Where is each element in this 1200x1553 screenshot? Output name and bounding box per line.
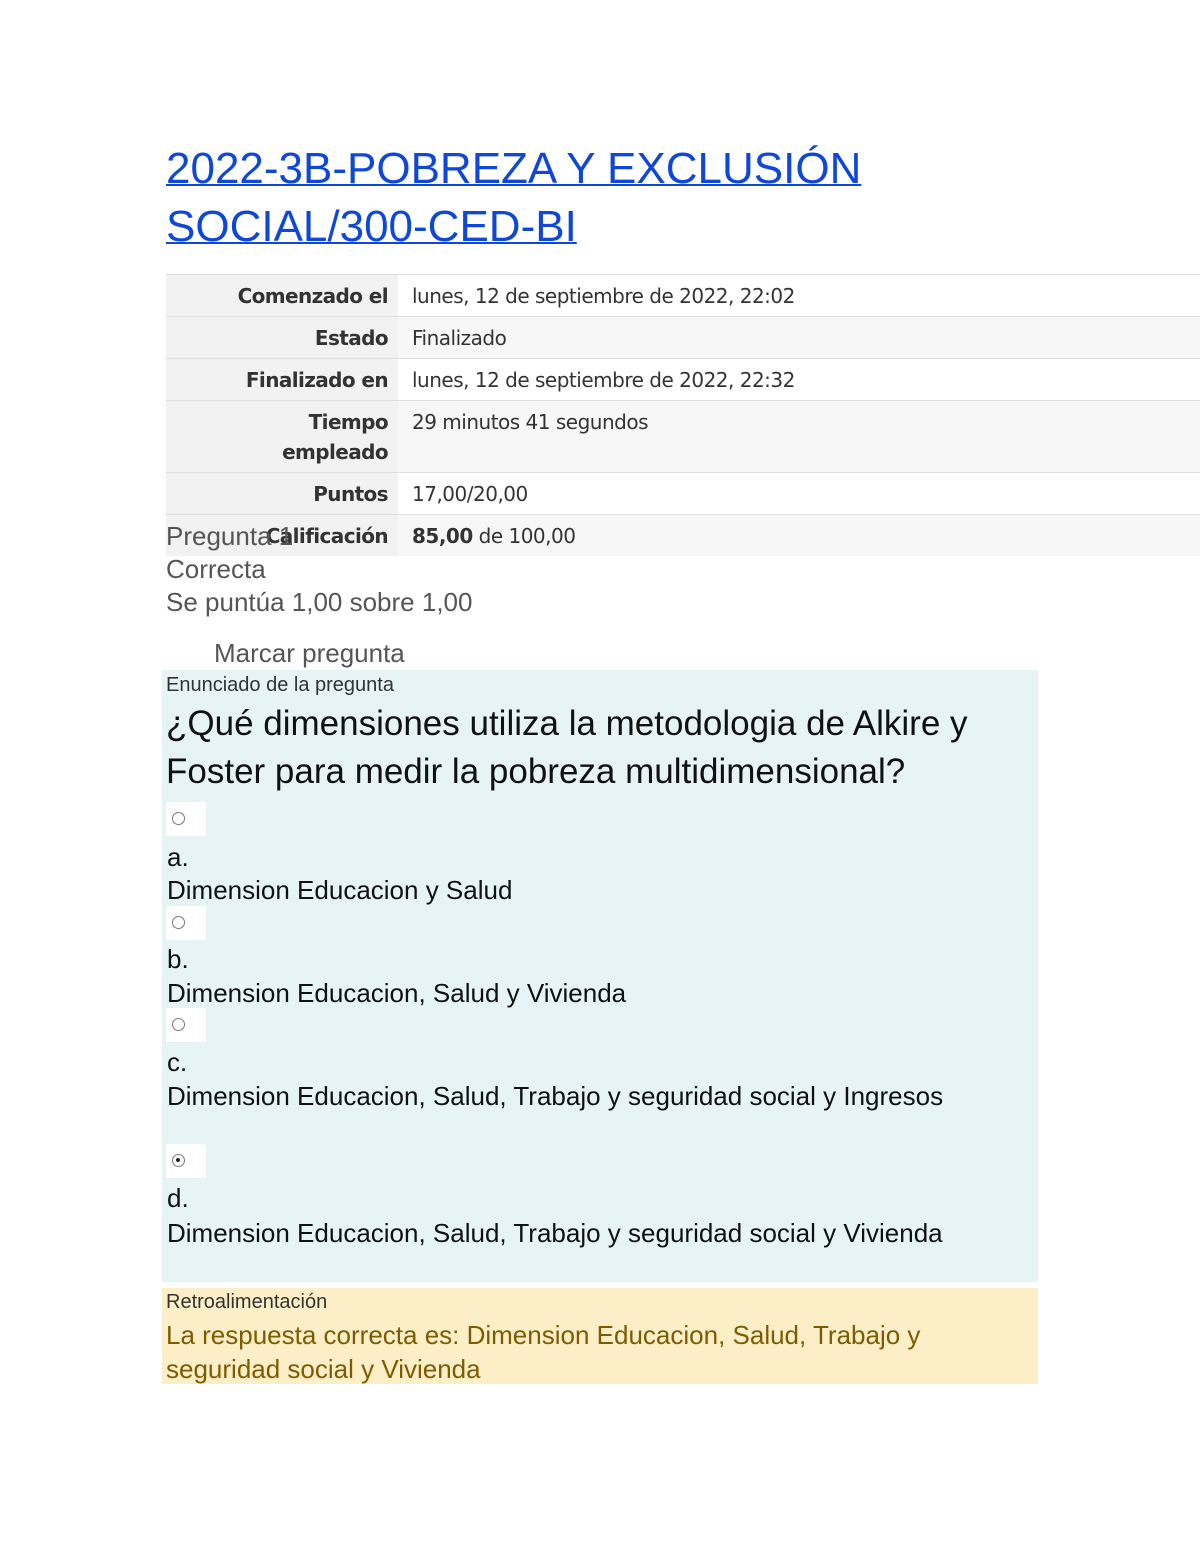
summary-row-time-taken (166, 401, 1200, 473)
option-d-text[interactable]: Dimension Educacion, Salud, Trabajo y seguridad social y Vivienda (167, 1218, 943, 1248)
option-a-text[interactable]: Dimension Educacion y Salud (167, 875, 513, 905)
option-b-text[interactable]: Dimension Educacion, Salud y Vivienda (167, 978, 627, 1008)
summary-value: 17,00/20,00 (412, 482, 528, 506)
option-c-text[interactable]: Dimension Educacion, Salud, Trabajo y seguridad social y Ingresos (167, 1081, 944, 1111)
option-b-letter: b. (167, 944, 189, 974)
radio-icon (172, 916, 185, 929)
attempt-summary-table (166, 274, 1200, 556)
option-b-radio[interactable] (166, 906, 206, 940)
grade-value: 85,00 (412, 524, 473, 548)
summary-row-points (166, 473, 1200, 515)
option-c-radio[interactable] (166, 1008, 206, 1042)
course-title-link[interactable]: 2022-3B-POBREZA Y EXCLUSIÓN SOCIAL/300-CED-BI (166, 144, 862, 251)
summary-label: Tiempo empleado (166, 401, 398, 473)
summary-value: lunes, 12 de septiembre de 2022, 22:32 (412, 368, 795, 392)
summary-label: Finalizado en (166, 359, 398, 401)
question-state: Correcta (166, 554, 266, 584)
radio-checked-icon (172, 1154, 185, 1167)
feedback-box (162, 1288, 1038, 1384)
option-c-letter: c. (167, 1047, 188, 1077)
summary-row-finished (166, 359, 1200, 401)
summary-label: Estado (166, 317, 398, 359)
question-text: ¿Qué dimensiones utiliza la metodologia de Alkire y Foster para medir la pobreza multidimensional? (166, 704, 968, 791)
question-grade: Se puntúa 1,00 sobre 1,00 (166, 587, 473, 617)
summary-value (398, 515, 1200, 557)
summary-label: Puntos (166, 473, 398, 515)
flag-question-link[interactable]: Marcar pregunta (214, 638, 405, 668)
feedback-label: Retroalimentación (166, 1291, 328, 1313)
option-a-radio[interactable] (166, 802, 206, 836)
radio-icon (172, 812, 185, 825)
question-formulation (162, 670, 1038, 1282)
question-stem-label: Enunciado de la pregunta (166, 674, 394, 696)
feedback-text: La respuesta correcta es: Dimension Educacion, Salud, Trabajo y seguridad social y Vivienda (166, 1320, 921, 1384)
summary-label: Calificación (166, 515, 398, 557)
option-d-letter: d. (167, 1183, 189, 1213)
option-a-letter: a. (167, 842, 189, 872)
question-info (166, 520, 472, 619)
summary-label: Comenzado el (166, 275, 398, 317)
question-number: Pregunta 1 (166, 521, 294, 551)
summary-value: Finalizado (398, 317, 1200, 359)
summary-row-state (166, 317, 1200, 359)
summary-row-started (166, 275, 1200, 317)
radio-icon (172, 1018, 185, 1031)
summary-value: 29 minutos 41 segundos (398, 401, 1200, 473)
option-d-radio[interactable] (166, 1144, 206, 1178)
summary-value: lunes, 12 de septiembre de 2022, 22:02 (412, 284, 795, 308)
grade-max: de 100,00 (472, 524, 576, 548)
